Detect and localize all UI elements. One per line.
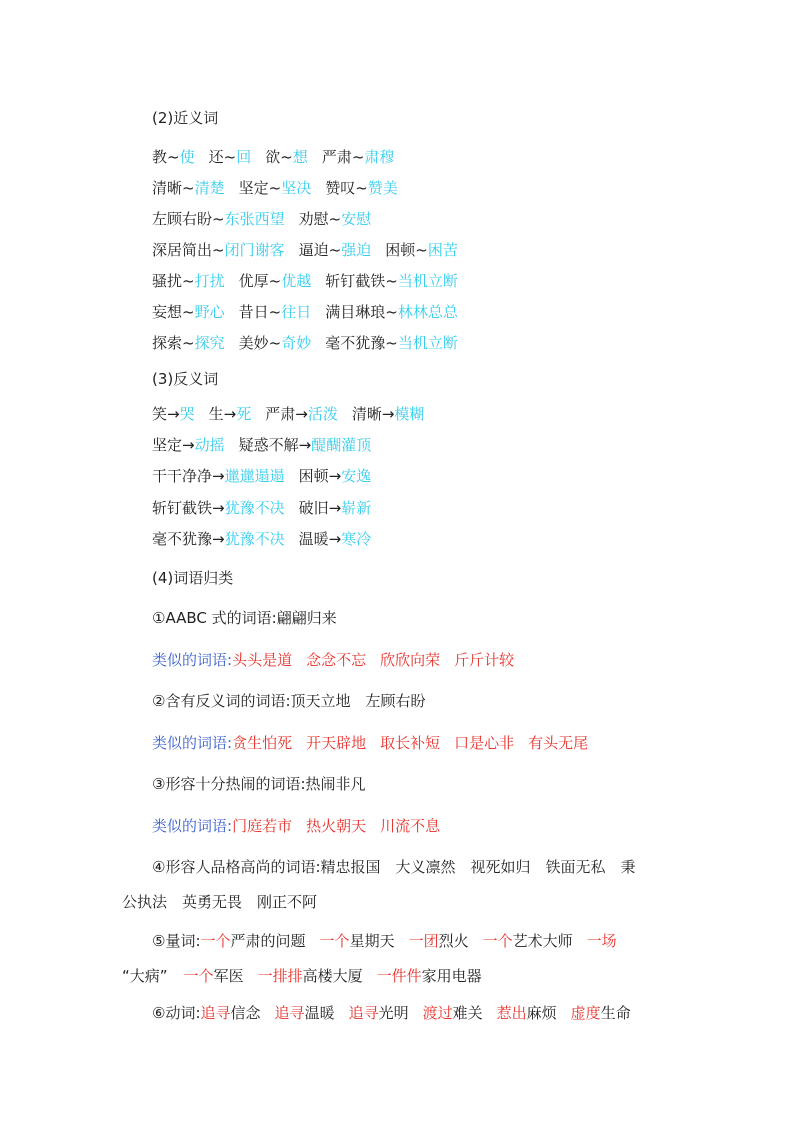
highlight: 一排排 <box>257 967 303 985</box>
similar-words <box>232 651 514 669</box>
aabc-words: 翩翩归来 <box>276 609 337 627</box>
synonym-pair <box>152 209 285 229</box>
word: 信念 <box>230 1004 261 1022</box>
antonym-word: 邋邋遢遢 <box>224 467 285 485</box>
synonym-pair <box>209 147 252 167</box>
word: 严肃 <box>265 405 296 423</box>
similar-label: 类似的词语: <box>152 651 233 669</box>
word: 烈火 <box>438 932 469 950</box>
antonym-word: 模糊 <box>394 405 425 423</box>
measure-words-label: ⑤量词: <box>152 932 201 950</box>
antonym-pair <box>265 404 338 424</box>
synonym-word: 当机立断 <box>397 334 458 352</box>
word: 坚定 <box>152 436 183 454</box>
tilde: ~ <box>212 241 225 259</box>
tilde: ~ <box>385 272 398 290</box>
similar-label: 类似的词语: <box>152 817 233 835</box>
antonym-row <box>152 466 371 488</box>
word: 毫不犹豫 <box>325 334 386 352</box>
word: 斩钉截铁 <box>325 272 386 290</box>
tilde: ~ <box>280 148 293 166</box>
word: 家用电器 <box>421 967 482 985</box>
word: 美妙 <box>238 334 269 352</box>
similar-word: 头头是道 <box>232 651 293 669</box>
word: 温暖 <box>298 530 329 548</box>
word: 军医 <box>213 967 244 985</box>
antonym-word: 犹豫不决 <box>224 499 285 517</box>
tilde: ~ <box>351 148 365 166</box>
word: 星期天 <box>349 932 395 950</box>
antonym-pair <box>239 435 372 455</box>
tilde: ~ <box>167 148 180 166</box>
antonym-word: 犹豫不决 <box>224 530 285 548</box>
lively-words: 热闹非凡 <box>305 775 366 793</box>
word: 光明 <box>378 1004 409 1022</box>
tilde: ~ <box>212 210 225 228</box>
antonym-word: 动摇 <box>194 436 225 454</box>
synonym-word: 使 <box>179 148 195 166</box>
word: 严肃 <box>321 148 352 166</box>
synonym-word: 野心 <box>194 303 225 321</box>
tilde: ~ <box>268 179 282 197</box>
similar-label: 类似的词语: <box>152 734 233 752</box>
word: 高楼大厦 <box>302 967 363 985</box>
verb-phrase <box>349 1003 409 1023</box>
measure-phrase <box>258 966 363 986</box>
highlight: 追寻 <box>274 1004 305 1022</box>
noble-words-line-1: ④形容人品格高尚的词语:精忠报国 大义凛然 视死如归 铁面无私 秉 <box>152 858 636 876</box>
verbs-line <box>152 1003 631 1025</box>
arrow: → <box>223 405 237 423</box>
synonym-word: 林林总总 <box>397 303 458 321</box>
highlight: 惹出 <box>496 1004 527 1022</box>
tilde: ~ <box>182 179 195 197</box>
arrow: → <box>182 436 195 454</box>
word: 生 <box>208 405 224 423</box>
antonym-pair <box>209 404 252 424</box>
highlight: 一个 <box>183 967 214 985</box>
measure-phrase <box>587 931 617 951</box>
highlight: 渡过 <box>422 1004 453 1022</box>
similar-word: 川流不息 <box>380 817 441 835</box>
measure-phrase <box>377 966 482 986</box>
synonym-pair <box>239 178 312 198</box>
synonym-word: 打扰 <box>194 272 225 290</box>
synonym-pair <box>152 333 225 353</box>
antonyms-heading: (3)反义词 <box>152 370 219 388</box>
arrow: → <box>212 530 225 548</box>
antonym-row <box>152 404 424 426</box>
antonym-word: 安逸 <box>341 467 372 485</box>
similar-word: 斤斤计较 <box>454 651 515 669</box>
similar-word: 取长补短 <box>380 734 441 752</box>
antonym-row <box>152 498 371 520</box>
word: 温暖 <box>304 1004 335 1022</box>
synonym-pair <box>152 302 225 322</box>
antonym-row <box>152 435 371 457</box>
synonym-word: 探究 <box>194 334 225 352</box>
synonym-row <box>152 178 398 200</box>
word: 干干净净 <box>152 467 213 485</box>
word: 劝慰 <box>298 210 329 228</box>
antonym-word: 活泼 <box>307 405 338 423</box>
word: 斩钉截铁 <box>152 499 213 517</box>
highlight: 追寻 <box>348 1004 379 1022</box>
aabc-similar-line <box>152 650 514 672</box>
similar-word: 热火朝天 <box>306 817 367 835</box>
verb-phrase <box>571 1003 631 1023</box>
highlight: 虚度 <box>570 1004 601 1022</box>
arrow: → <box>381 405 395 423</box>
antonym-pair <box>352 404 425 424</box>
synonym-word: 回 <box>236 148 252 166</box>
synonym-pair <box>239 302 312 322</box>
antonym-pair <box>152 498 285 518</box>
lively-similar-line <box>152 816 440 838</box>
synonym-row <box>152 333 458 355</box>
arrow: → <box>212 467 225 485</box>
synonym-pair <box>325 333 458 353</box>
antonym-pair <box>299 498 372 518</box>
synonym-word: 奇妙 <box>281 334 312 352</box>
synonym-pair <box>265 147 308 167</box>
arrow: → <box>328 530 342 548</box>
antonym-words-label: ②含有反义词的词语: <box>152 692 291 710</box>
antonym-similar-line <box>152 733 588 755</box>
verb-phrase <box>201 1003 261 1023</box>
synonym-pair <box>325 302 458 322</box>
synonym-pair <box>152 178 225 198</box>
word: 赞叹 <box>325 179 356 197</box>
antonym-word: 崭新 <box>341 499 372 517</box>
synonym-word: 困苦 <box>427 241 458 259</box>
word: 毫不犹豫 <box>152 530 213 548</box>
word: 困顿 <box>298 467 329 485</box>
word: 探索 <box>152 334 183 352</box>
lively-words-line <box>152 774 366 796</box>
word: 严肃的问题 <box>230 932 306 950</box>
measure-words <box>184 967 482 985</box>
synonym-word: 往日 <box>281 303 312 321</box>
word: 还 <box>208 148 224 166</box>
synonym-word: 坚决 <box>281 179 312 197</box>
synonym-word: 闭门谢客 <box>224 241 285 259</box>
noble-words-line-2: 公执法 英勇无畏 刚正不阿 <box>122 893 318 911</box>
tilde: ~ <box>385 303 398 321</box>
highlight: 一个 <box>319 932 350 950</box>
aabc-line <box>152 608 337 630</box>
word: 生命 <box>600 1004 631 1022</box>
antonym-pair <box>299 466 372 486</box>
synonym-word: 赞美 <box>367 179 398 197</box>
antonym-row <box>152 529 371 551</box>
antonym-pair <box>152 529 285 549</box>
tilde: ~ <box>385 334 398 352</box>
synonym-row <box>152 240 458 262</box>
verb-phrase <box>497 1003 557 1023</box>
tilde: ~ <box>182 303 195 321</box>
tilde: ~ <box>328 241 342 259</box>
classify-heading: (4)词语归类 <box>152 569 234 587</box>
verb-phrases <box>201 1004 631 1022</box>
measure-phrase <box>483 931 573 951</box>
word: 骚扰 <box>152 272 183 290</box>
measure-phrase <box>409 931 469 951</box>
synonym-pair <box>385 240 458 260</box>
word: 深居简出 <box>152 241 213 259</box>
antonym-words: 顶天立地 左顾右盼 <box>290 692 426 710</box>
synonym-pair <box>152 147 195 167</box>
synonym-word: 肃穆 <box>364 148 395 166</box>
synonym-word: 当机立断 <box>397 272 458 290</box>
similar-word: 口是心非 <box>454 734 515 752</box>
antonym-word: 醍醐灌顶 <box>311 436 372 454</box>
measure-phrase <box>320 931 395 951</box>
word: 逼迫 <box>298 241 329 259</box>
tilde: ~ <box>182 272 195 290</box>
tilde: ~ <box>268 272 282 290</box>
highlight: 一场 <box>586 932 617 950</box>
antonym-pair <box>152 466 285 486</box>
word: 清晰 <box>152 179 183 197</box>
similar-word: 念念不忘 <box>306 651 367 669</box>
tilde: ~ <box>415 241 428 259</box>
arrow: → <box>212 499 225 517</box>
synonym-word: 清楚 <box>194 179 225 197</box>
highlight: 一个 <box>200 932 231 950</box>
highlight: 一团 <box>408 932 439 950</box>
synonym-pair <box>239 333 312 353</box>
word: 难关 <box>452 1004 483 1022</box>
verb-phrase <box>423 1003 483 1023</box>
antonym-pair <box>152 404 195 424</box>
word: 清晰 <box>351 405 382 423</box>
word: 欲 <box>265 148 281 166</box>
synonym-word: 东张西望 <box>224 210 285 228</box>
measure-phrase <box>184 966 244 986</box>
measure-phrase <box>201 931 306 951</box>
synonym-pair <box>239 271 312 291</box>
lively-label: ③形容十分热闹的词语: <box>152 775 306 793</box>
measure-words-line-2 <box>122 966 482 988</box>
antonym-word: 死 <box>236 405 252 423</box>
measure-words-line-1 <box>152 931 617 953</box>
arrow: → <box>298 436 312 454</box>
synonyms-heading: (2)近义词 <box>152 109 219 127</box>
synonym-pair <box>325 178 398 198</box>
similar-word: 开天辟地 <box>306 734 367 752</box>
word: 满目琳琅 <box>325 303 386 321</box>
synonym-word: 想 <box>292 148 308 166</box>
synonym-row <box>152 302 458 324</box>
word: 妄想 <box>152 303 183 321</box>
word: 左顾右盼 <box>152 210 213 228</box>
word: 麻烦 <box>526 1004 557 1022</box>
synonym-word: 安慰 <box>341 210 372 228</box>
tilde: ~ <box>328 210 342 228</box>
highlight: 一件件 <box>376 967 422 985</box>
synonym-row <box>152 209 371 231</box>
word: 坚定 <box>238 179 269 197</box>
aabc-label: ①AABC 式的词语: <box>152 609 277 627</box>
similar-words <box>232 817 440 835</box>
tilde: ~ <box>223 148 237 166</box>
arrow: → <box>295 405 308 423</box>
word: 破旧 <box>298 499 329 517</box>
synonym-word: 优越 <box>281 272 312 290</box>
word: 艺术大师 <box>512 932 573 950</box>
synonym-row <box>152 271 458 293</box>
antonym-words-line <box>152 691 426 713</box>
tilde: ~ <box>182 334 195 352</box>
synonym-word: 强迫 <box>341 241 372 259</box>
antonym-word: 哭 <box>179 405 195 423</box>
synonym-row <box>152 147 394 169</box>
word: 昔日 <box>238 303 269 321</box>
antonym-word: 寒冷 <box>341 530 372 548</box>
synonym-pair <box>152 240 285 260</box>
word: 优厚 <box>238 272 269 290</box>
synonym-pair <box>299 209 372 229</box>
similar-word: 贪生怕死 <box>232 734 293 752</box>
synonym-pair <box>299 240 372 260</box>
word: 笑 <box>152 405 168 423</box>
similar-word: 有头无尾 <box>528 734 589 752</box>
tilde: ~ <box>268 303 282 321</box>
highlight: 追寻 <box>200 1004 231 1022</box>
arrow: → <box>328 467 342 485</box>
synonym-pair <box>325 271 458 291</box>
similar-word: 门庭若市 <box>232 817 293 835</box>
antonym-pair <box>152 435 225 455</box>
measure-words <box>201 932 617 950</box>
word: 教 <box>152 148 168 166</box>
word: 困顿 <box>385 241 416 259</box>
highlight: 一个 <box>482 932 513 950</box>
tilde: ~ <box>355 179 368 197</box>
similar-words <box>232 734 588 752</box>
antonym-pair <box>299 529 372 549</box>
verb-phrase <box>275 1003 335 1023</box>
similar-word: 欣欣向荣 <box>380 651 441 669</box>
synonym-pair <box>322 147 395 167</box>
measure-prefix: “大病” <box>122 967 168 985</box>
tilde: ~ <box>268 334 282 352</box>
synonym-pair <box>152 271 225 291</box>
verbs-label: ⑥动词: <box>152 1004 201 1022</box>
arrow: → <box>167 405 180 423</box>
word: 疑惑不解 <box>238 436 299 454</box>
arrow: → <box>328 499 342 517</box>
